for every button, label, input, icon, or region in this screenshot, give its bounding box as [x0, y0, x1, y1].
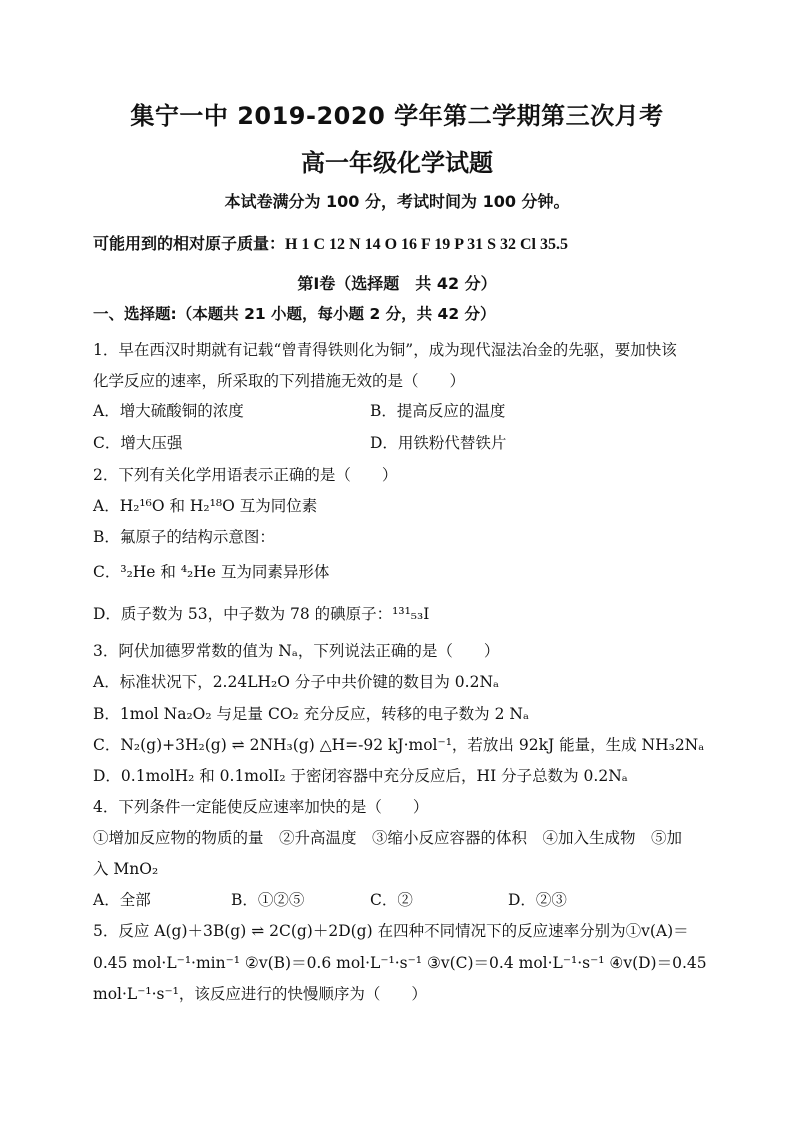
q1-stem-line1: 1．早在西汉时期就有记载“曾青得铁则化为铜”，成为现代湿法冶金的先驱，要加快该	[93, 341, 677, 359]
q4-option-c: C．②	[370, 891, 413, 909]
part-title: 一、选择题:（本题共 21 小题，每小题 2 分，共 42 分）	[93, 305, 496, 323]
atomic-masses-label: 可能用到的相对原子质量：	[93, 234, 286, 253]
q4-conditions-line2: 入 MnO₂	[93, 860, 159, 878]
exam-title: 集宁一中 2019-2020 学年第二学期第三次月考	[130, 102, 664, 130]
q2-option-c: C．³₂He 和 ⁴₂He 互为同素异形体	[93, 563, 330, 581]
q3-option-b: B．1mol Na₂O₂ 与足量 CO₂ 充分反应，转移的电子数为 2 Nₐ	[93, 705, 529, 723]
q3-option-d: D．0.1molH₂ 和 0.1molI₂ 于密闭容器中充分反应后，HI 分子总数为 0.2Nₐ	[93, 767, 628, 785]
atomic-masses-values: H 1 C 12 N 14 O 16 F 19 P 31 S 32 Cl 35.5	[285, 236, 568, 253]
q5-line1: 5．反应 A(g)＋3B(g) ⇌ 2C(g)＋2D(g) 在四种不同情况下的反应速率分别为①v(A)＝	[93, 922, 689, 940]
q4-option-a: A．全部	[93, 891, 151, 909]
exam-subtitle: 高一年级化学试题	[301, 149, 493, 177]
q4-option-b: B．①②⑤	[231, 891, 305, 909]
q1-option-c: C．增大压强	[93, 434, 183, 452]
q4-conditions-line1: ①增加反应物的物质的量 ②升高温度 ③缩小反应容器的体积 ④加入生成物 ⑤加	[93, 829, 683, 847]
q3-option-a: A．标准状况下，2.24LH₂O 分子中共价键的数目为 0.2Nₐ	[93, 673, 499, 691]
q1-option-d: D．用铁粉代替铁片	[370, 434, 507, 452]
q5-line2: 0.45 mol·L⁻¹·min⁻¹ ②v(B)＝0.6 mol·L⁻¹·s⁻¹ ③v(C)＝0.4 mol·L⁻¹·s⁻¹ ④v(D)＝0.45	[93, 954, 707, 972]
q2-option-d: D．质子数为 53，中子数为 78 的碘原子：¹³¹₅₃I	[93, 605, 430, 623]
atomic-masses-line	[93, 231, 568, 254]
q2-option-b: B．氟原子的结构示意图：	[93, 528, 275, 546]
q2-option-a: A．H₂¹⁶O 和 H₂¹⁸O 互为同位素	[93, 497, 318, 515]
section-title: 第Ⅰ卷（选择题 共 42 分）	[297, 274, 497, 293]
q5-line3: mol·L⁻¹·s⁻¹，该反应进行的快慢顺序为（ ）	[93, 985, 427, 1003]
q3-option-c: C．N₂(g)+3H₂(g) ⇌ 2NH₃(g) △H=-92 kJ·mol⁻¹，若放出 92kJ 能量，生成 NH₃2Nₐ	[93, 736, 705, 754]
q1-option-b: B．提高反应的温度	[370, 402, 506, 420]
q3-stem: 3．阿伏加德罗常数的值为 Nₐ，下列说法正确的是（ ）	[93, 642, 500, 660]
q1-stem-line2: 化学反应的速率，所采取的下列措施无效的是（ ）	[93, 372, 466, 390]
exam-note: 本试卷满分为 100 分，考试时间为 100 分钟。	[224, 192, 570, 211]
q4-option-d: D．②③	[508, 891, 567, 909]
q2-stem: 2．下列有关化学用语表示正确的是（ ）	[93, 466, 398, 484]
q4-stem: 4．下列条件一定能使反应速率加快的是（ ）	[93, 798, 429, 816]
q1-option-a: A．增大硫酸铜的浓度	[93, 402, 244, 420]
